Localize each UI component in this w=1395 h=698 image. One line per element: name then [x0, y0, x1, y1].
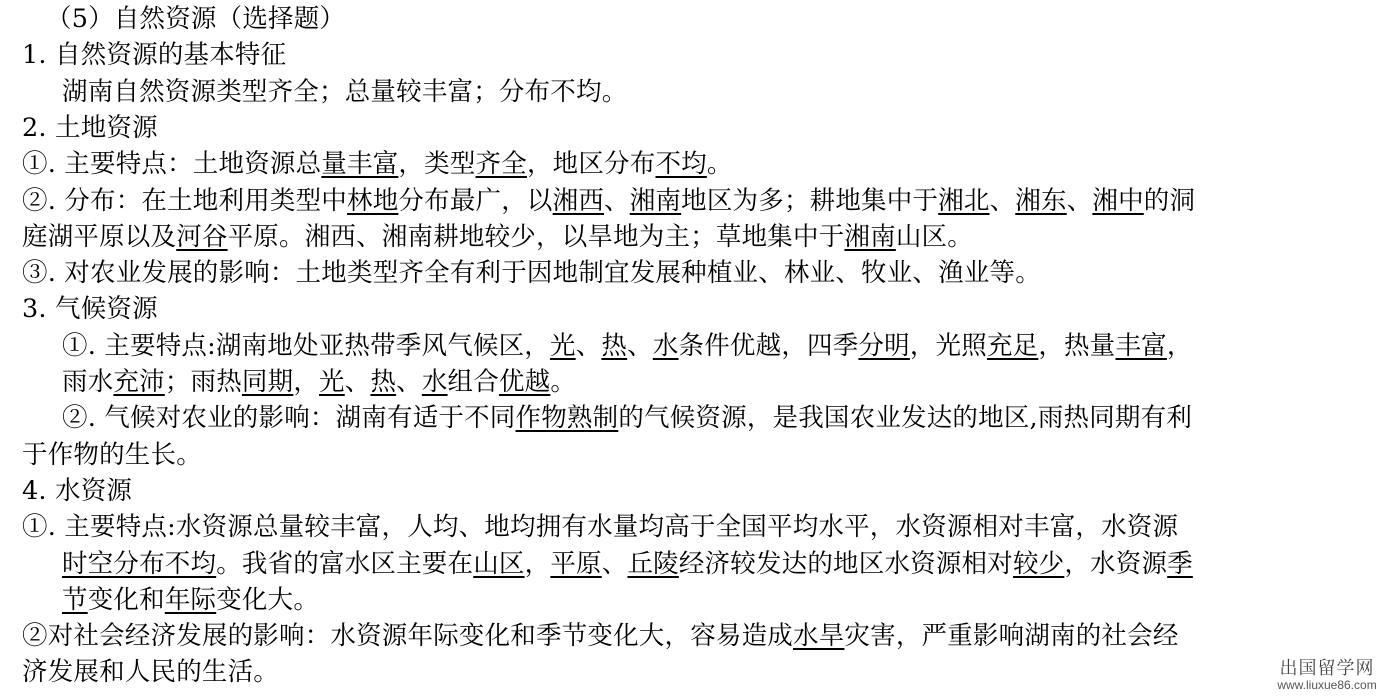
- text-segment: ，光照: [909, 330, 987, 361]
- underlined-term: 优越: [498, 367, 551, 397]
- text-segment: 、: [604, 185, 630, 216]
- underlined-term: 湘南: [629, 185, 682, 216]
- underlined-term: 较少: [1012, 548, 1065, 579]
- underlined-term: 湘东: [1015, 185, 1067, 216]
- text-segment: 于作物的生长。: [22, 439, 202, 470]
- text-segment: （5）自然资源（选择题）: [46, 4, 346, 34]
- underlined-term: 作物熟制: [515, 403, 619, 434]
- text-line: [22, 147, 733, 181]
- text-line: [22, 474, 132, 508]
- text-segment: 经济较发达的地区水资源相对: [678, 548, 1013, 579]
- text-segment: 。: [550, 367, 577, 397]
- text-segment: 、: [989, 185, 1016, 216]
- underlined-term: 热: [601, 330, 628, 361]
- text-segment: 湖南自然资源类型齐全；总量较丰富；分布不均。: [62, 76, 628, 107]
- text-segment: 条件优越，四季: [678, 330, 859, 361]
- text-line: [62, 365, 576, 399]
- text-line: [22, 220, 973, 254]
- underlined-term: 热: [370, 367, 397, 397]
- underlined-term: 光: [319, 367, 345, 397]
- text-segment: 2. 土地资源: [22, 112, 158, 143]
- underlined-term: 时空分布不均: [62, 548, 217, 579]
- section-title: [46, 2, 345, 36]
- text-segment: ，: [293, 367, 320, 397]
- text-segment: 1. 自然资源的基本特征: [22, 40, 287, 71]
- text-segment: 、: [396, 367, 422, 397]
- text-segment: ；雨热: [164, 367, 242, 397]
- text-segment: 灾害，严重影响湖南的社会经: [844, 621, 1179, 652]
- text-line: [22, 38, 286, 72]
- text-line: [62, 547, 1193, 581]
- text-segment: ，: [524, 548, 551, 579]
- text-segment: 平原。湘西、湘南耕地较少，以旱地为主；草地集中于: [227, 221, 845, 252]
- underlined-term: 湘中: [1092, 185, 1144, 216]
- text-segment: ，水资源: [1064, 548, 1168, 579]
- text-segment: 、: [1066, 185, 1093, 216]
- text-line: [62, 329, 1193, 363]
- text-segment: 山区。: [895, 221, 973, 252]
- underlined-term: 湘西: [552, 185, 605, 216]
- text-segment: ③. 对农业发展的影响：土地类型齐全有利于因地制宜发展种植业、林业、牧业、渔业等。: [22, 258, 1041, 289]
- underlined-term: 量丰富: [321, 149, 399, 180]
- watermark-url: www.liuxue86.com: [1277, 678, 1377, 692]
- text-segment: 济发展和人民的生活。: [22, 657, 280, 688]
- underlined-term: 齐全: [475, 149, 527, 180]
- text-segment: 组合: [447, 367, 499, 397]
- text-line: [62, 75, 627, 109]
- text-segment: 地区为多；耕地集中于: [681, 185, 939, 216]
- underlined-term: 充足: [986, 330, 1039, 361]
- text-segment: ，类型: [398, 149, 476, 180]
- text-segment: ①. 主要特点:水资源总量较丰富，人均、地均拥有水量均高于全国平均水平，水资源相对丰富，水资源: [22, 512, 1179, 543]
- text-segment: 、: [627, 330, 653, 361]
- text-line: [22, 292, 158, 326]
- underlined-term: 湘南: [844, 221, 896, 252]
- text-segment: 的气候资源，是我国农业发达的地区,雨热同期有利: [618, 403, 1193, 434]
- text-line: [22, 256, 1041, 290]
- text-segment: ②. 气候对农业的影响：湖南有适于不同: [62, 403, 516, 434]
- underlined-term: 季: [1167, 548, 1193, 579]
- text-segment: ，热量: [1038, 330, 1116, 361]
- text-segment: 变化大。: [216, 584, 320, 615]
- text-segment: ②对社会经济发展的影响：水资源年际变化和季节变化大，容易造成: [22, 621, 794, 652]
- text-line: [62, 583, 319, 617]
- watermark-name: 出国留学网: [1279, 658, 1375, 678]
- underlined-term: 年际: [164, 584, 217, 615]
- text-line: [22, 510, 1178, 544]
- text-line: [22, 111, 158, 145]
- text-segment: 的洞: [1143, 185, 1196, 216]
- underlined-term: 水: [421, 367, 448, 397]
- underlined-term: 林地: [347, 185, 399, 216]
- underlined-term: 水: [652, 330, 679, 361]
- text-segment: 3. 气候资源: [22, 294, 158, 325]
- underlined-term: 丘陵: [627, 548, 679, 579]
- text-line: [22, 438, 202, 472]
- underlined-term: 平原: [550, 548, 602, 579]
- underlined-term: 同期: [241, 367, 294, 397]
- underlined-term: 河谷: [176, 221, 228, 252]
- underlined-term: 山区: [473, 548, 525, 579]
- underlined-term: 充沛: [113, 367, 165, 397]
- underlined-term: 不均: [655, 149, 707, 180]
- text-segment: ，: [1166, 330, 1193, 361]
- text-segment: 分布最广，以: [398, 185, 553, 216]
- watermark-logo: [1267, 658, 1387, 692]
- text-line: [22, 655, 279, 689]
- text-segment: ②. 分布：在土地利用类型中: [22, 185, 348, 216]
- text-segment: ①. 主要特点:湖南地处亚热带季风气候区，: [62, 330, 551, 361]
- underlined-term: 光: [550, 330, 576, 361]
- text-line: [22, 184, 1195, 218]
- underlined-term: 丰富: [1115, 330, 1167, 361]
- underlined-term: 分明: [858, 330, 910, 361]
- text-segment: 4. 水资源: [22, 475, 133, 506]
- underlined-term: 湘北: [938, 185, 990, 216]
- text-segment: ，地区分布: [526, 149, 656, 180]
- text-segment: 变化和: [87, 584, 165, 615]
- underlined-term: 水旱: [793, 621, 845, 652]
- text-line: [62, 401, 1192, 435]
- text-segment: 庭湖平原以及: [22, 221, 177, 252]
- text-segment: ①. 主要特点：土地资源总: [22, 149, 322, 180]
- text-segment: 。: [706, 149, 733, 180]
- text-segment: 、: [344, 367, 371, 397]
- text-line: [22, 619, 1179, 653]
- text-segment: 、: [575, 330, 602, 361]
- text-segment: 。我省的富水区主要在: [216, 548, 474, 579]
- underlined-term: 节: [62, 584, 88, 615]
- text-segment: 、: [601, 548, 628, 579]
- text-segment: 雨水: [62, 367, 114, 397]
